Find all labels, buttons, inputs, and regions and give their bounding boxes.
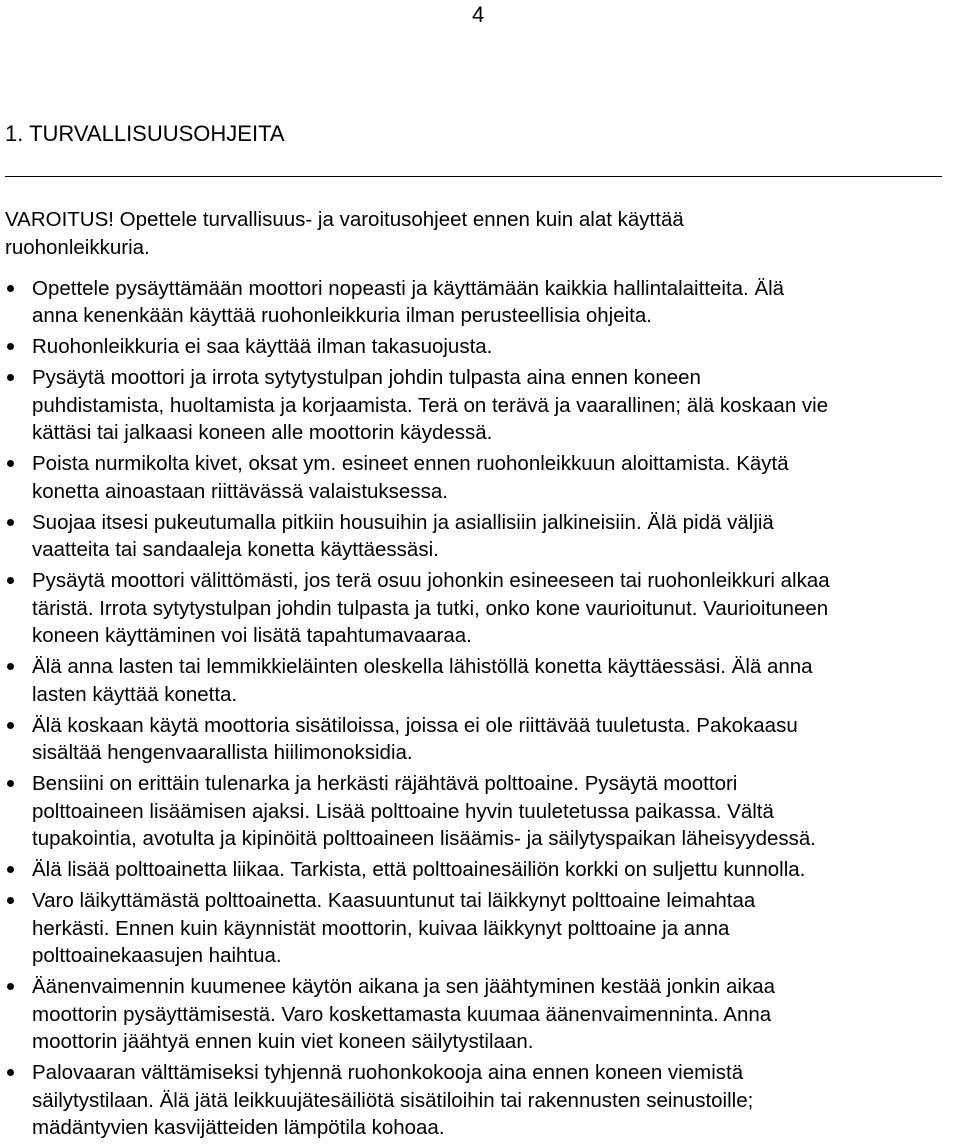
bullet-icon	[7, 519, 14, 526]
warning-text: VAROITUS! Opettele turvallisuus- ja varoitusohjeet ennen kuin alat käyttää ruohonleikkuria.	[5, 206, 905, 262]
bullet-icon	[7, 780, 14, 787]
bullet-icon	[7, 663, 14, 670]
list-item	[0, 333, 960, 361]
list-item-text: Älä lisää polttoainetta liikaa. Tarkista, että polttoainesäiliön korkki on suljettu kunnolla.	[32, 858, 805, 881]
bullet-icon	[7, 577, 14, 584]
bullet-icon	[7, 1069, 14, 1076]
list-item-text: Palovaaran välttämiseksi tyhjennä ruohonkokooja aina ennen koneen viemistä säilytystilaan. Älä jätä leikkuujätesäiliötä sisätiloihin tai rakennusten seinustoille; mädäntyvien kasvijätteiden lämpötila kohoaa.	[32, 1061, 753, 1139]
bullet-icon	[7, 285, 14, 292]
list-item-text: Ruohonleikkuria ei saa käyttää ilman takasuojusta.	[32, 335, 492, 358]
list-item	[0, 856, 960, 884]
bullet-icon	[7, 343, 14, 350]
bullet-icon	[7, 983, 14, 990]
list-item	[0, 450, 960, 505]
list-item-text: Suojaa itsesi pukeutumalla pitkiin housuihin ja asiallisiin jalkineisiin. Älä pidä väljiä vaatteita tai sandaaleja konetta käyttäessäsi.	[32, 511, 774, 562]
bullet-icon	[7, 460, 14, 467]
bullet-icon	[7, 722, 14, 729]
list-item	[0, 1059, 960, 1142]
bullet-icon	[7, 897, 14, 904]
section-title: 1. TURVALLISUUSOHJEITA	[5, 120, 285, 148]
list-item	[0, 275, 960, 330]
list-item	[0, 653, 960, 708]
list-item	[0, 887, 960, 970]
safety-rules-list	[0, 275, 960, 1145]
list-item-text: Pysäytä moottori välittömästi, jos terä osuu johonkin esineeseen tai ruohonleikkuri alkaa täristä. Irrota sytytystulpan johdin tulpasta ja tutki, onko kone vaurioitunut. Vaurioituneen koneen käyttäminen voi lisätä tapahtumavaaraa.	[32, 569, 830, 647]
list-item	[0, 509, 960, 564]
list-item	[0, 973, 960, 1056]
page-number: 4	[472, 2, 484, 28]
list-item-text: Älä koskaan käytä moottoria sisätiloissa, joissa ei ole riittävää tuuletusta. Pakokaasu sisältää hengenvaarallista hiilimonoksidia.	[32, 714, 798, 765]
list-item-text: Bensiini on erittäin tulenarka ja herkästi räjähtävä polttoaine. Pysäytä moottori polttoaineen lisäämisen ajaksi. Lisää polttoaine hyvin tuuletetussa paikassa. Vältä tupakointia, avotulta ja kipinöitä polttoaineen lisäämis- ja säilytyspaikan läheisyydessä.	[32, 772, 816, 850]
list-item-text: Varo läikyttämästä polttoainetta. Kaasuuntunut tai läikkynyt polttoaine leimahtaa herkästi. Ennen kuin käynnistät moottorin, kuivaa läikkynyt polttoaine ja anna polttoainekaasujen haihtua.	[32, 889, 755, 967]
bullet-icon	[7, 866, 14, 873]
list-item-text: Pysäytä moottori ja irrota sytytystulpan johdin tulpasta aina ennen koneen puhdistamista, huoltamista ja korjaamista. Terä on terävä ja vaarallinen; älä koskaan vie kättäsi tai jalkaasi koneen alle moottorin käydessä.	[32, 366, 828, 444]
bullet-icon	[7, 374, 14, 381]
list-item	[0, 712, 960, 767]
list-item	[0, 567, 960, 650]
title-underline	[5, 176, 942, 177]
list-item-text: Poista nurmikolta kivet, oksat ym. esineet ennen ruohonleikkuun aloittamista. Käytä konetta ainoastaan riittävässä valaistuksessa.	[32, 452, 789, 503]
list-item-text: Äänenvaimennin kuumenee käytön aikana ja sen jäähtyminen kestää jonkin aikaa moottorin pysäyttämisestä. Varo koskettamasta kuumaa äänenvaimenninta. Anna moottorin jäähtyä ennen kuin viet koneen säilytystilaan.	[32, 975, 775, 1053]
list-item	[0, 364, 960, 447]
list-item	[0, 770, 960, 853]
list-item-text: Opettele pysäyttämään moottori nopeasti ja käyttämään kaikkia hallintalaitteita. Älä anna kenenkään käyttää ruohonleikkuria ilman perusteellisia ohjeita.	[32, 277, 784, 328]
list-item-text: Älä anna lasten tai lemmikkieläinten oleskella lähistöllä konetta käyttäessäsi. Älä anna lasten käyttää konetta.	[32, 655, 813, 706]
